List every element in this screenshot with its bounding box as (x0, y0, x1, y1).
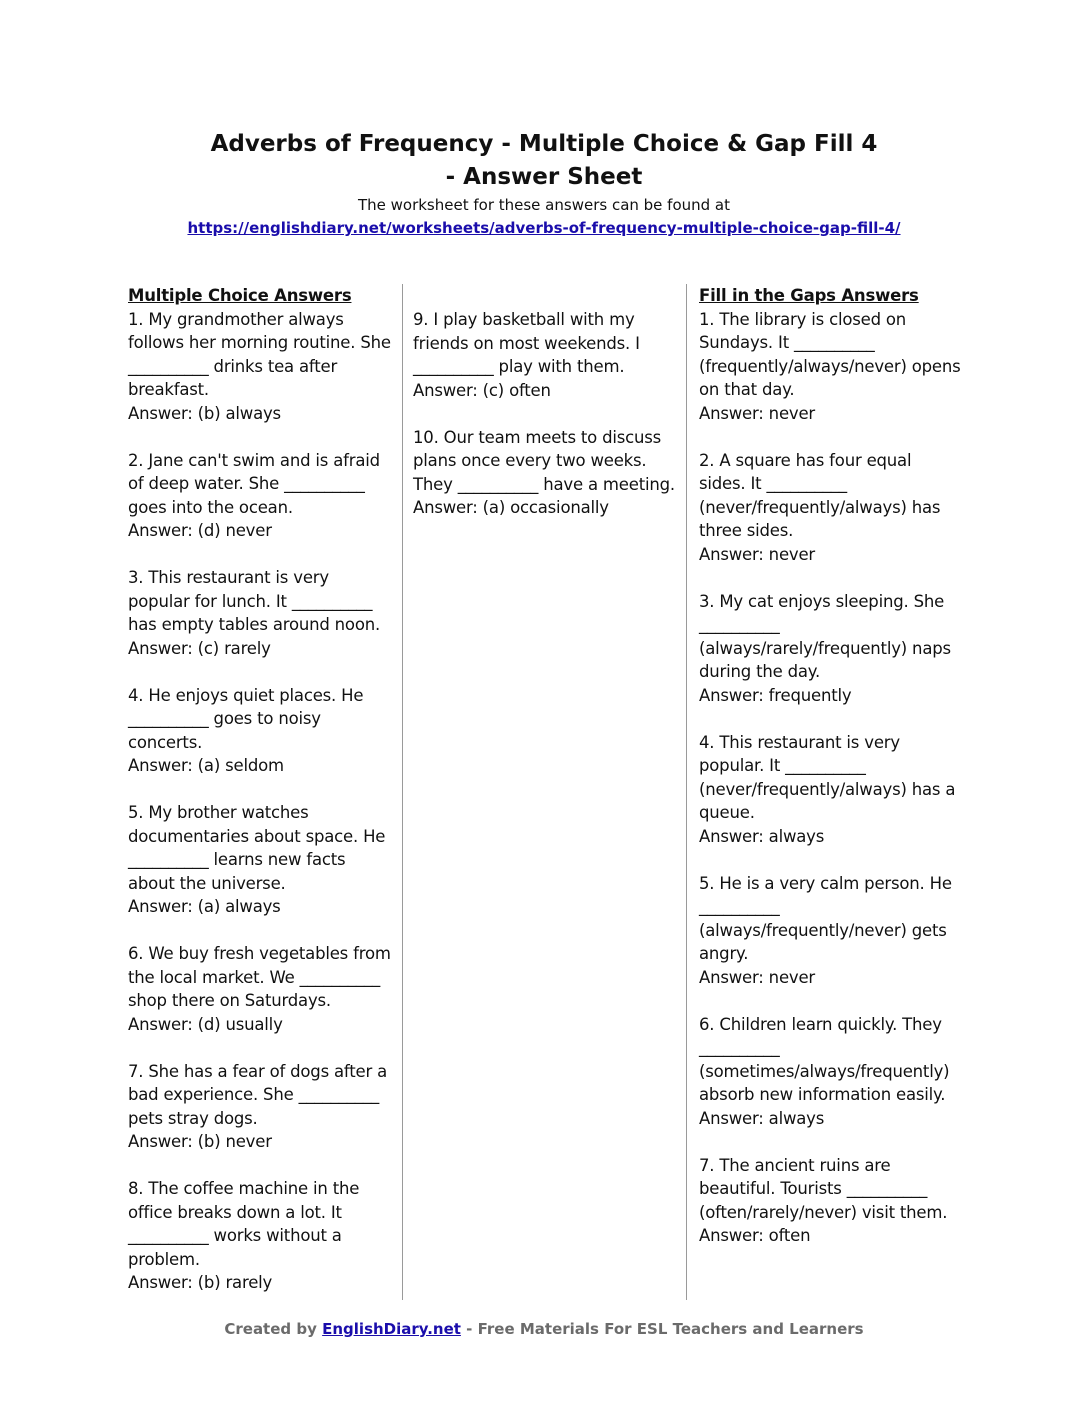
page-header (0, 128, 1088, 240)
question-item (699, 308, 961, 426)
answer-text: Answer: often (699, 1226, 811, 1245)
question-text: 5. He is a very calm person. He __________ (always/frequently/never) gets angry. (699, 873, 952, 963)
answer-text: Answer: always (699, 1108, 825, 1128)
question-text: 7. She has a fear of dogs after a bad experience. She __________ pets stray dogs. (128, 1061, 388, 1128)
question-item (128, 449, 393, 543)
page-footer (0, 1320, 1088, 1338)
answer-text: Answer: (b) rarely (128, 1273, 273, 1292)
answer-text: Answer: (a) occasionally (413, 498, 609, 517)
question-item (699, 590, 961, 708)
question-text: 4. He enjoys quiet places. He __________ goes to noisy concerts. (128, 685, 364, 752)
question-text: 6. Children learn quickly. They __________ (sometimes/always/frequently) absorb new information easily. (699, 1014, 950, 1104)
question-text: 4. This restaurant is very popular. It __________ (never/frequently/always) has a queue. (699, 732, 956, 822)
column-divider (402, 284, 403, 1300)
question-item (699, 1013, 961, 1131)
answer-text: Answer: (a) always (128, 897, 281, 916)
question-item (699, 449, 961, 567)
question-text: 10. Our team meets to discuss plans once every two weeks. They __________ have a meeting. (413, 427, 675, 494)
question-text: 2. Jane can't swim and is afraid of deep water. She __________ goes into the ocean. (128, 450, 380, 517)
worksheet-link[interactable]: https://englishdiary.net/worksheets/adverbs-of-frequency-multiple-choice-gap-fill-4/ (187, 219, 901, 237)
footer-prefix: Created by (224, 1320, 317, 1338)
question-item (128, 308, 393, 426)
column-divider (686, 284, 687, 1300)
question-text: 3. This restaurant is very popular for lunch. It __________ has empty tables around noon. (128, 568, 381, 634)
multiple-choice-heading: Multiple Choice Answers (128, 286, 352, 305)
question-item (699, 872, 961, 990)
question-text: 9. I play basketball with my friends on most weekends. I __________ play with them. (413, 310, 640, 376)
page-title-line2: - Answer Sheet (445, 164, 643, 190)
answer-text: Answer: always (699, 826, 825, 846)
question-text: 6. We buy fresh vegetables from the local market. We __________ shop there on Saturdays. (128, 944, 391, 1010)
question-text: 8. The coffee machine in the office breaks down a lot. It __________ works without a problem. (128, 1179, 360, 1269)
gap-fill-column (699, 284, 961, 1271)
question-item (128, 942, 393, 1036)
question-item (413, 308, 675, 402)
question-item (413, 426, 675, 520)
multiple-choice-column (128, 284, 393, 1318)
page-subtitle: The worksheet for these answers can be found at (357, 196, 731, 214)
answer-text: Answer: never (699, 544, 815, 564)
page-title: Adverbs of Frequency - Multiple Choice & Gap Fill 4 (210, 131, 878, 157)
footer-link[interactable]: EnglishDiary.net (322, 1320, 461, 1338)
question-item (128, 1177, 393, 1295)
answer-text: Answer: (d) never (128, 521, 272, 540)
question-text: 5. My brother watches documentaries about space. He __________ learns new facts about the universe. (128, 803, 386, 893)
answer-text: Answer: (c) often (413, 380, 551, 400)
question-item (128, 684, 393, 778)
question-item (699, 1154, 961, 1248)
gap-fill-heading: Fill in the Gaps Answers (699, 286, 919, 305)
multiple-choice-column-continued (413, 308, 675, 543)
answer-text: Answer: never (699, 967, 815, 987)
answer-text: Answer: (a) seldom (128, 756, 284, 775)
question-text: 1. My grandmother always follows her morning routine. She __________ drinks tea after breakfast. (128, 309, 391, 399)
answer-text: Answer: never (699, 403, 815, 423)
question-text: 2. A square has four equal sides. It __________ (never/frequently/always) has three sides. (699, 450, 941, 540)
answer-text: Answer: (d) usually (128, 1014, 283, 1034)
question-item (699, 731, 961, 849)
question-text: 3. My cat enjoys sleeping. She __________ (always/rarely/frequently) naps during the day. (699, 591, 951, 681)
answer-text: Answer: frequently (699, 685, 852, 705)
answer-text: Answer: (b) never (128, 1132, 272, 1151)
question-text: 7. The ancient ruins are beautiful. Tourists __________ (often/rarely/never) visit them. (699, 1155, 948, 1222)
question-text: 1. The library is closed on Sundays. It __________ (frequently/always/never) opens on that day. (699, 309, 961, 399)
answer-text: Answer: (b) always (128, 403, 281, 423)
question-item (128, 801, 393, 919)
footer-suffix: - Free Materials For ESL Teachers and Learners (466, 1320, 864, 1338)
question-item (128, 1060, 393, 1154)
answer-text: Answer: (c) rarely (128, 638, 271, 658)
question-item (128, 566, 393, 660)
